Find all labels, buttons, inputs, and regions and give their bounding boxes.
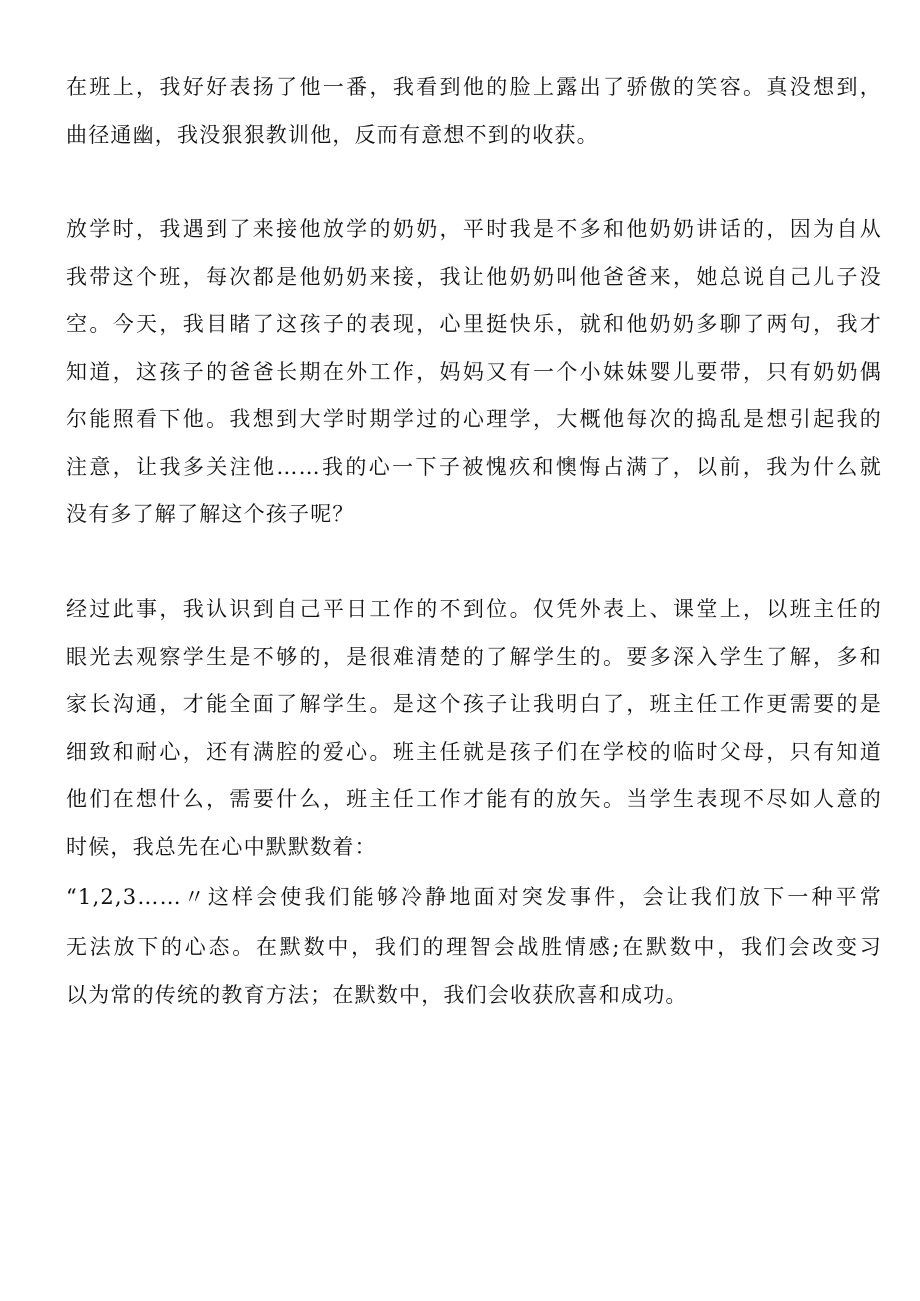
paragraph-3-line-4: 细致和耐心，还有满腔的爱心。班主任就是孩子们在学校的临时父母，只有知道 [66,740,882,764]
paragraph-2-line-2: 我带这个班，每次都是他奶奶来接，我让他奶奶叫他爸爸来，她总说自己儿子没 [66,265,882,289]
paragraph-2-line-1: 放学时，我遇到了来接他放学的奶奶，平时我是不多和他奶奶讲话的，因为自从 [66,217,882,241]
paragraph-3-line-5: 他们在想什么，需要什么，班主任工作才能有的放矢。当学生表现不尽如人意的 [66,787,882,811]
paragraph-3-line-6: 时候，我总先在心中默默数着： [66,835,377,859]
paragraph-2-line-6: 注意，让我多关注他……我的心一下子被愧疚和懊悔占满了，以前，我为什么就 [66,455,882,479]
paragraph-3-line-7: “1,2,3……〃这样会使我们能够冷静地面对突发事件，会让我们放下一种平常 [66,885,882,909]
paragraph-1-line-1: 在班上，我好好表扬了他一番，我看到他的脸上露出了骄傲的笑容。真没想到， [66,75,882,99]
paragraph-3-line-8: 无法放下的心态。在默数中，我们的理智会战胜情感;在默数中，我们会改变习 [66,935,882,959]
paragraph-2-line-7: 没有多了解了解这个孩子呢？ [66,502,355,526]
paragraph-2-line-4: 知道，这孩子的爸爸长期在外工作，妈妈又有一个小妹妹婴儿要带，只有奶奶偶 [66,360,882,384]
paragraph-3-line-3: 家长沟通，才能全面了解学生。是这个孩子让我明白了，班主任工作更需要的是 [66,692,882,716]
paragraph-1-line-2: 曲径通幽，我没狠狠教训他，反而有意想不到的收获。 [66,123,599,147]
paragraph-3-line-9: 以为常的传统的教育方法；在默数中，我们会收获欣喜和成功。 [66,983,688,1007]
paragraph-2-line-5: 尔能照看下他。我想到大学时期学过的心理学，大概他每次的捣乱是想引起我的 [66,407,882,431]
paragraph-2-line-3: 空。今天，我目睹了这孩子的表现，心里挺快乐，就和他奶奶多聊了两句，我才 [66,312,882,336]
paragraph-3-line-1: 经过此事，我认识到自己平日工作的不到位。仅凭外表上、课堂上，以班主任的 [66,597,882,621]
paragraph-3-line-2: 眼光去观察学生是不够的，是很难清楚的了解学生的。要多深入学生了解，多和 [66,645,882,669]
